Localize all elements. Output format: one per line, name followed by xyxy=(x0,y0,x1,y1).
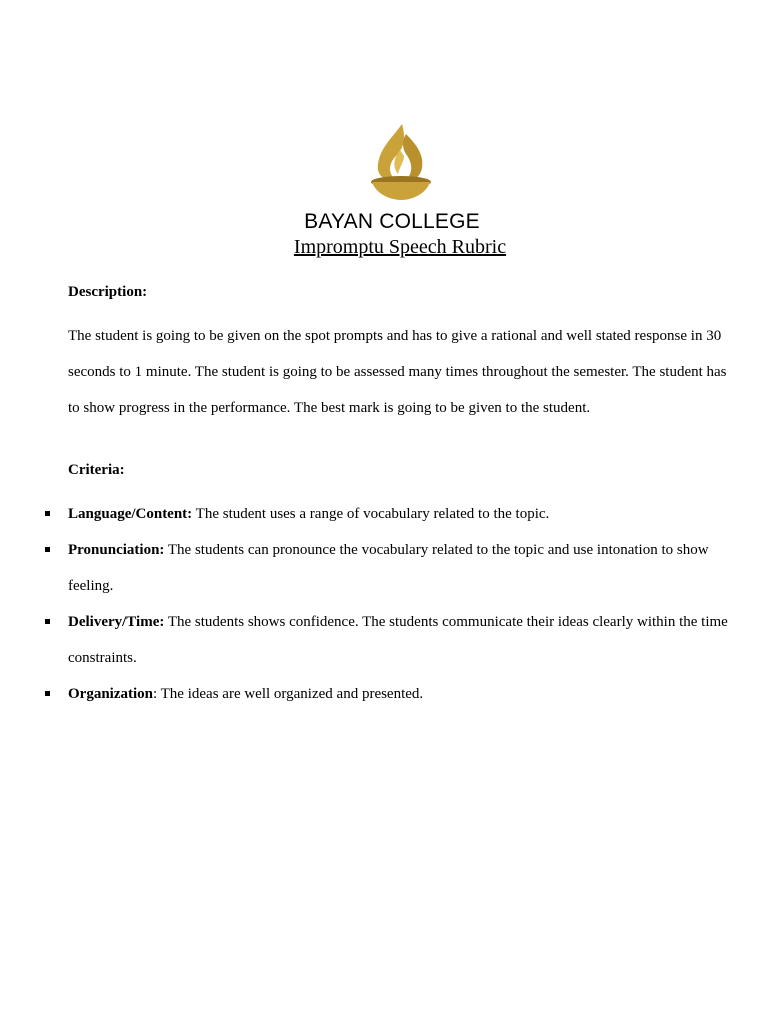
criteria-item-pronunciation xyxy=(68,532,738,604)
college-logo xyxy=(362,120,440,204)
description-text: The student is going to be given on the spot prompts and has to give a rational and well stated response in 30 seconds to 1 minute. The student is going to be assessed many times throughout the semester. The student has to show progress in the performance. The best mark is going to be given to the student. xyxy=(68,328,727,416)
criteria-term: Organization xyxy=(68,686,153,702)
description-heading: Description: xyxy=(68,284,148,300)
college-name: BAYAN COLLEGE xyxy=(304,210,480,233)
page-title: Impromptu Speech Rubric xyxy=(293,236,507,258)
criteria-term: Language/Content: xyxy=(68,506,193,522)
criteria-text: : The ideas are well organized and presented. xyxy=(153,686,424,702)
bullet-icon xyxy=(45,691,50,696)
bullet-icon xyxy=(45,619,50,624)
criteria-text: The students shows confidence. The students communicate their ideas clearly within the time constraints. xyxy=(68,614,728,666)
bullet-icon xyxy=(45,511,50,516)
criteria-term: Delivery/Time: xyxy=(68,614,165,630)
bullet-icon xyxy=(45,547,50,552)
criteria-item-organization xyxy=(68,676,738,712)
criteria-text: The students can pronounce the vocabulary related to the topic and use intonation to show feeling. xyxy=(68,542,709,594)
criteria-term: Pronunciation: xyxy=(68,542,165,558)
criteria-item-delivery xyxy=(68,604,738,676)
criteria-heading: Criteria: xyxy=(68,462,125,478)
criteria-list xyxy=(68,496,738,712)
flame-lamp-icon xyxy=(362,120,440,204)
criteria-item-language xyxy=(68,496,738,532)
criteria-text: The student uses a range of vocabulary related to the topic. xyxy=(192,506,550,522)
